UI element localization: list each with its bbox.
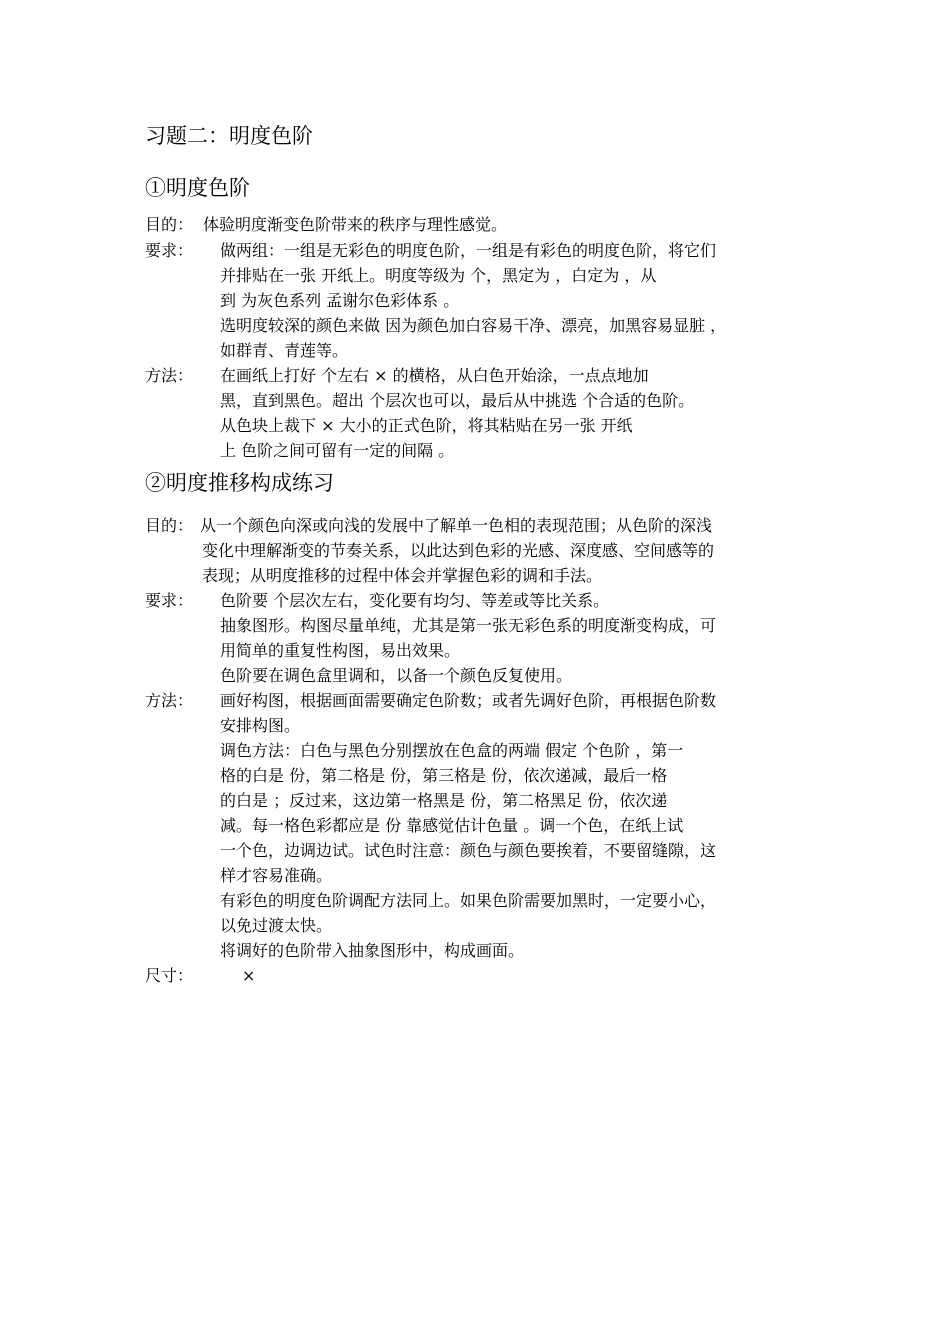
- s2-method-line-1: 画好构图，根据画面需要确定色阶数；或者先调好色阶，再根据色阶数: [220, 691, 717, 710]
- s1-req-line-1: 做两组：一组是无彩色的明度色阶，一组是有彩色的明度色阶，将它们: [220, 241, 717, 260]
- s1-method-line-2: 黑，直到黑色。超出 个层次也可以，最后从中挑选 个合适的色阶。: [220, 391, 695, 410]
- s1-req-label: 要求：: [145, 241, 194, 260]
- s2-req-line-1: 色阶要 个层次左右，变化要有均匀、等差或等比关系。: [220, 591, 610, 610]
- s1-req-line-4: 选明度较深的颜色来做 因为颜色加白容易干净、漂亮，加黑容易显脏 ，: [220, 316, 727, 335]
- s2-method-line-7: 一个色，边调边试。试色时注意：颜色与颜色要挨着，不要留缝隙，这: [220, 841, 717, 860]
- s1-method-label: 方法：: [145, 366, 194, 385]
- s1-req-line-2: 并排贴在一张 开纸上。明度等级为 个，黑定为 ，白定为 ，从: [220, 266, 657, 285]
- s2-method-line-4: 格的白是 份，第二格是 份，第三格是 份，依次递减，最后一格: [220, 766, 668, 785]
- s1-method-line-4: 上 色阶之间可留有一定的间隔 。: [220, 441, 455, 460]
- s2-method-line-5: 的白是 ；反过来，这边第一格黑是 份，第二格黑足 份，依次递: [220, 791, 668, 810]
- s1-req-line-5: 如群青、青莲等。: [220, 341, 349, 360]
- s2-size-label: 尺寸：: [145, 966, 194, 985]
- s2-req-label: 要求：: [145, 591, 194, 610]
- s1-purpose-label: 目的：: [145, 215, 194, 234]
- s1-method-line-3: 从色块上裁下 × 大小的正式色阶，将其粘贴在另一张 开纸: [220, 416, 633, 435]
- s2-method-label: 方法：: [145, 691, 194, 710]
- s2-method-line-9: 有彩色的明度色阶调配方法同上。如果色阶需要加黑时，一定要小心，: [220, 891, 717, 910]
- s2-method-line-11: 将调好的色阶带入抽象图形中，构成画面。: [220, 941, 525, 960]
- s1-method-line-1: 在画纸上打好 个左右 × 的横格，从白色开始涂，一点点地加: [220, 366, 649, 385]
- s2-purpose-label: 目的：: [145, 516, 194, 535]
- section2-heading: ②明度推移构成练习: [145, 471, 334, 495]
- s2-method-line-6: 减。每一格色彩都应是 份 靠感觉估计色量 。调一个色，在纸上试: [220, 816, 684, 835]
- s2-method-line-10: 以免过渡太快。: [220, 916, 333, 935]
- s1-req-line-3: 到 为灰色系列 孟谢尔色彩体系 。: [220, 291, 460, 310]
- s2-purpose-line-3: 表现；从明度推移的过程中体会并掌握色彩的调和手法。: [202, 566, 603, 585]
- s2-req-line-4: 色阶要在调色盒里调和，以备一个颜色反复使用。: [220, 666, 573, 685]
- s2-req-line-2: 抽象图形。构图尽量单纯，尤其是第一张无彩色系的明度渐变构成，可: [220, 616, 717, 635]
- s2-method-line-8: 样才容易准确。: [220, 866, 333, 885]
- s1-purpose-text: 体验明度渐变色阶带来的秩序与理性感觉。: [203, 215, 508, 234]
- s2-purpose-line-1: 从一个颜色向深或向浅的发展中了解单一色相的表现范围；从色阶的深浅: [200, 516, 713, 535]
- s2-size-value: ×: [242, 966, 256, 985]
- s2-method-line-2: 安排构图。: [220, 716, 301, 735]
- section1-heading: ①明度色阶: [145, 176, 250, 200]
- s2-purpose-line-2: 变化中理解渐变的节奏关系，以此达到色彩的光感、深度感、空间感等的: [202, 541, 715, 560]
- page-title: 习题二：明度色阶: [145, 124, 313, 148]
- s2-method-line-3: 调色方法：白色与黑色分别摆放在色盒的两端 假定 个色阶 ，第一: [220, 741, 684, 760]
- s2-req-line-3: 用简单的重复性构图，易出效果。: [220, 641, 461, 660]
